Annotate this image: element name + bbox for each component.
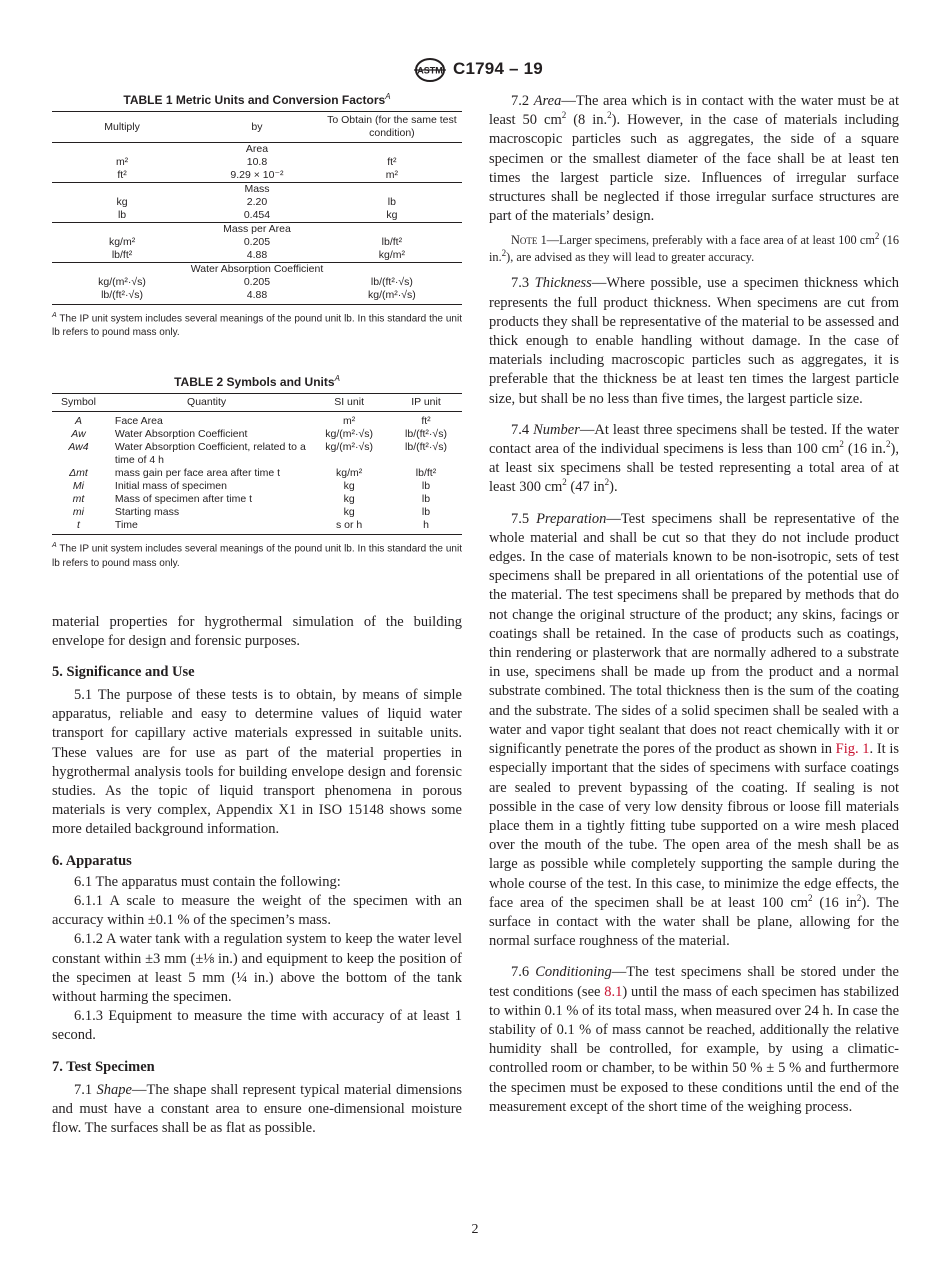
paragraph-7-3: 7.3 Thickness—Where possible, use a specimen thickness which represents the full product thickness. When specimens are cut from products they shall be representative of the material to be assessed and thick enough to enable handling without damage. In the case of materials including macroscopic particles such as aggregates, it is preferable that the thickness be at least ten times the largest particle size, but shall be no less than five times, the largest particle size. bbox=[489, 275, 899, 407]
section-6-heading: 6. Apparatus bbox=[52, 852, 132, 869]
table1-title: TABLE 1 Metric Units and Conversion Factors$^A$ bbox=[123, 92, 391, 107]
table2-header: SI unit bbox=[308, 394, 390, 412]
note-1: Note 1—Larger specimens, preferably with a face area of at least 100 $cm^2$ (16 in.$^2$), are advised as they will lead to greater accuracy. bbox=[489, 231, 900, 265]
table2-header: Symbol bbox=[52, 394, 105, 412]
paragraph-7-1: 7.1 Shape—The shape shall represent typical material dimensions and must have a constant area to ensure one-dimensional moisture flow. The surfaces shall be as flat as possible. bbox=[52, 1081, 462, 1136]
svg-text:ASTM: ASTM bbox=[417, 65, 443, 76]
paragraph-6-1-3: 6.1.3 Equipment to measure the time with accuracy of at least 1 second. bbox=[52, 1008, 462, 1044]
astm-logo-icon bbox=[410, 58, 450, 82]
table-row: lb/ft² 4.88 kg/m² bbox=[111, 249, 406, 261]
table2-symbols-units bbox=[52, 393, 462, 535]
table1-header: Multiply bbox=[52, 112, 192, 143]
paragraph-5-1: 5.1 The purpose of these tests is to obtain, by means of simple apparatus, reliable and easy to determine values of liquid water transport for capillary active materials expressed in suitable units. These values are for use as part of the material properties in hygrothermal analysis tools for building envelope design and forensic studies. As the topic of liquid transport phenomena in porous materials is very complex, Appendix X1 in ISO 15148 shows some more detailed background information. bbox=[52, 687, 462, 838]
table1-header: by bbox=[192, 112, 322, 143]
paragraph-7-4: 7.4 Number—At least three specimens shall be tested. If the water contact area of the individual specimens is less than 100 $cm^2$ (16 in.$^2$), at least six specimens shall be tested representing a total area of at least 300 $cm^2$ (47 $in^2$). bbox=[489, 421, 900, 496]
table-row: lb 0.454 kg bbox=[117, 209, 398, 221]
table-row: ft² 9.29 × 10⁻² m² bbox=[117, 169, 399, 181]
paragraph-7-5: 7.5 Preparation—Test specimens shall be representative of the whole material and shall be cut so that they do not include product edges. In the case of materials known to be non-isotropic, sets of test specimens shall be prepared in all orientations of the potential use of the material. The test specimens shall be prepared by methods that do not change the original structure of the product; any skins, facings or coatings shall be retained. In the case of products such as coatings, thin rendering or plasterwork that are normally adhered to a substrate in use, specimens shall be made up from the product and a normal substrate combined. The total thickness then is the sum of the coating and the substrate. The sides of a solid specimen shall be sealed with a water and vapor tight sealant that does not react chemically with it or significantly penetrate the pores of the product as shown in Fig. 1. It is especially important that the sides of specimens with surface coatings are sealed to prevent bypassing of the coating. If sealing is not possible in the case of very low density fibrous or loose fill materials place them in a tightly fitting tube supported on a wire mesh placed over the mouth of the tube. The open area of the mesh shall be as large as possible while completely supporting the sample during the whole course of the test. In this case, to minimize the edge effects, the face area of the specimen shall be at least 100 $cm^2$ (16 $in^2$). The surface in contact with the water shall be plane, allowing for the normal surface roughness of the material. bbox=[489, 510, 900, 950]
table1-group: Mass per Area bbox=[52, 223, 462, 237]
section-7-heading: 7. Test Specimen bbox=[52, 1058, 155, 1075]
right-column bbox=[489, 92, 899, 1117]
paragraph-6-1-1: 6.1.1 A scale to measure the weight of the specimen with an accuracy within ±0.1 % of the specimen’s mass. bbox=[52, 892, 462, 929]
table-row: Aw4 Water Absorption Coefficient, related to a time of 4 h kg/(m²·√s) lb/(ft²·√s) bbox=[68, 441, 447, 467]
table-row: mi Starting mass kg lb bbox=[72, 506, 431, 519]
table1-group: Area bbox=[245, 143, 269, 155]
table-row: Aw Water Absorption Coefficient kg/(m²·√s) lb/(ft²·√s) bbox=[71, 428, 447, 441]
table-row: kg 2.20 lb bbox=[116, 196, 396, 208]
table1-header: To Obtain (for the same test condition) bbox=[322, 112, 462, 143]
paragraph-7-2: 7.2 Area—The area which is in contact with the water must be at least 50 $cm^2$ (8 in.$^2$). However, in the case of materials including macroscopic particles such as aggregates, the side of a square specimen or the smallest diameter of the face shall be at least ten times the largest particle size. Influences of irregular surface structures shall be neglected if those irregular surface structures are part of the materials’ design. bbox=[489, 93, 900, 225]
section-8-1-link[interactable]: 8.1 bbox=[604, 983, 623, 1000]
table-row: lb/(ft²·√s) 4.88 kg/(m²·√s) bbox=[52, 289, 462, 305]
table-row: t Time s or h h bbox=[52, 519, 462, 535]
section-5-heading: 5. Significance and Use bbox=[52, 664, 195, 681]
table2-title: TABLE 2 Symbols and Units$^A$ bbox=[174, 374, 340, 390]
paragraph-6-1-2: 6.1.2 A water tank with a regulation system to keep the water level constant within ±3 mm (±⅛ in.) and equipment to keep the position of the specimen at least 5 mm (¼ in.) above the bottom of the tank without harming the specimen. bbox=[52, 931, 462, 1005]
table2-footnote: $^A$ The IP unit system includes several meanings of the pound unit lb. In this standard the unit lb refers to pound mass only. bbox=[52, 542, 462, 569]
table-row: Mi Initial mass of specimen kg lb bbox=[72, 480, 431, 493]
table1-group: Mass bbox=[52, 183, 462, 197]
table1-conversion-factors bbox=[52, 111, 462, 305]
page-number: 2 bbox=[471, 1222, 479, 1237]
table2-header: Quantity bbox=[105, 394, 308, 412]
table1-footnote: $^A$ The IP unit system includes several meanings of the pound unit lb. In this standard the unit lb refers to pound mass only. bbox=[52, 312, 462, 339]
document-id: C1794 – 19 bbox=[453, 59, 543, 78]
table-row: m² 10.8 ft² bbox=[115, 156, 397, 168]
left-column bbox=[52, 92, 462, 1138]
table1-group: Water Absorption Coefficient bbox=[52, 263, 462, 277]
table-row: kg/m² 0.205 lb/ft² bbox=[108, 236, 403, 248]
paragraph-6-1: 6.1 The apparatus must contain the following: bbox=[74, 873, 341, 890]
paragraph-7-6: 7.6 Conditioning—The test specimens shall be stored under the test conditions (see 8.1) until the mass of each specimen has stabilized to within 0.1 % of its total mass, when measured over 24 h. In case the stability of 0.1 % of mass cannot be reached, additionally the relative humidity shall be controlled, for example, by using a climatic-controlled room or chamber, to be within 50 % ± 5 % and furthermore the specimen must be exposed to these conditions until the end of the measurement except of the short time of the weighing process. bbox=[489, 964, 899, 1115]
table-row: Δmt mass gain per face area after time t kg/m² lb/ft² bbox=[69, 467, 437, 480]
table-row: A Face Area m² ft² bbox=[74, 415, 431, 428]
table-row: mt Mass of specimen after time t kg lb bbox=[72, 493, 431, 506]
table2-header: IP unit bbox=[390, 394, 462, 412]
figure-1-link[interactable]: Fig. 1 bbox=[835, 741, 870, 758]
table-row: kg/(m²·√s) 0.205 lb/(ft²·√s) bbox=[98, 276, 413, 288]
intro-continuation: material properties for hygrothermal simulation of the building envelope for design and forensic purposes. bbox=[52, 613, 462, 649]
page-header bbox=[0, 56, 950, 86]
